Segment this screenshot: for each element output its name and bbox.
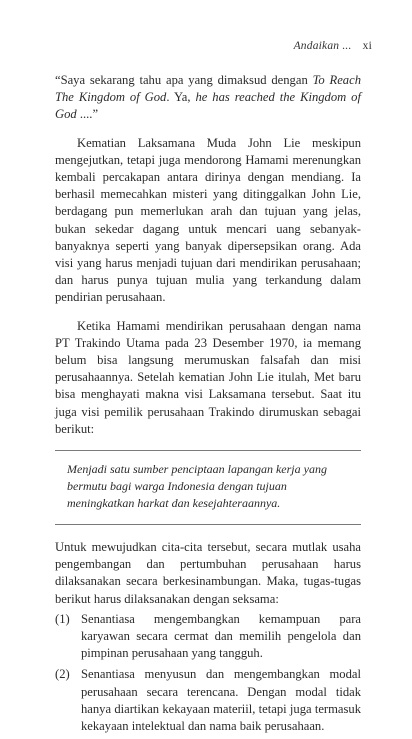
list-item xyxy=(55,666,361,735)
list-text: Senantiasa menyusun dan mengembangkan modal perusahaan secara terencana. Dengan modal tidak hanya diartikan kekayaan materiil, tetapi juga termasuk kekayaan intelektual dan nama baik perusahaan. xyxy=(81,667,361,734)
page-number: xi xyxy=(362,40,372,52)
vision-quote: Menjadi satu sumber penciptaan lapangan kerja yang bermutu bagi warga Indonesia dengan tujuan meningkatkan harkat dan kesejahteraannya. xyxy=(55,450,361,525)
list-item xyxy=(55,611,361,663)
opening-quote xyxy=(55,72,361,124)
running-title: Andaikan ... xyxy=(293,40,352,52)
paragraph-2: Ketika Hamami mendirikan perusahaan dengan nama PT Trakindo Utama pada 23 Desember 1970, ia memang belum bisa langsung merumuskan falsafah dan misi perusahaannya. Setelah kematian John Lie itulah, Met baru bisa menghayati makna visi Laksamana tersebut. Saat itu juga visi pemilik perusahaan Trakindo dirumuskan sebagai berikut: xyxy=(55,318,361,436)
paragraph-3: Untuk mewujudkan cita-cita tersebut, secara mutlak usaha pengembangan dan pertumbuhan perusahaan harus dilaksanakan secara berkesinambungan. Maka, tugas-tugas berikut harus dilaksanakan dengan seksama: xyxy=(55,540,361,606)
quote-title-italic: To Reach The Kingdom of God xyxy=(55,73,361,105)
running-header xyxy=(294,40,372,52)
quote-phrase-italic: he has reached the Kingdom of God xyxy=(55,90,361,122)
page-body xyxy=(55,72,361,739)
list-number: (1) xyxy=(55,611,70,626)
task-list xyxy=(55,611,361,735)
quote-text-end: ....” xyxy=(76,107,99,122)
list-text: Senantiasa mengembangkan kemampuan para karyawan secara cermat dan memilih pengelola dan pimpinan perusahaan yang tangguh. xyxy=(81,611,361,661)
quote-text-before: “Saya sekarang tahu apa yang dimaksud dengan xyxy=(55,73,313,87)
paragraph-1: Kematian Laksamana Muda John Lie meskipun mengejutkan, tetapi juga mendorong Hamami merenungkan kembali percakapan antara dirinya dengan mendiang. Ia berhasil memecahkan misteri yang ditinggalkan John Lie, berdagang pun memerlukan arah dan tujuan yang jelas, bukan sekedar dagang untuk mencari uang sebanyak-banyaknya seperti yang banyak dipersepsikan orang. Ada visi yang harus menjadi tujuan dari mendirikan perusahaan; dan harus punya tujuan mulia yang terkandung dalam pendirian perusahaan. xyxy=(55,135,361,305)
quote-text-middle: . Ya, xyxy=(166,90,196,105)
list-number: (2) xyxy=(55,667,70,682)
